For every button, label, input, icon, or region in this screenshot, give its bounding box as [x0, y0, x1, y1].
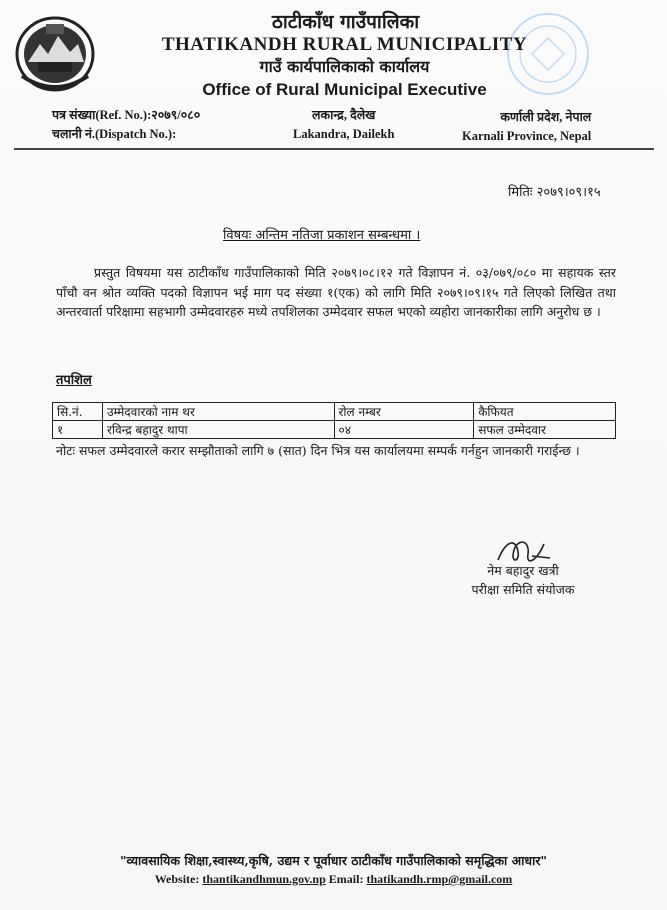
- header-candidate-name: उम्मेदवारको नाम थर: [102, 403, 334, 421]
- office-name-np: गाउँ कार्यपालिकाको कार्यालय: [259, 57, 430, 76]
- letter-date: मितिः २०७९।०९।१५: [508, 185, 601, 200]
- footer-contact: [0, 872, 667, 887]
- website-label: Website:: [154, 872, 200, 886]
- location-block: [293, 106, 394, 144]
- ref-number: पत्र संख्या(Ref. No.):२०७९/०८०: [52, 108, 201, 122]
- header-divider: [14, 148, 654, 150]
- email-label: Email:: [328, 872, 364, 886]
- reference-block: [52, 106, 200, 144]
- website-link[interactable]: thantikandhmun.gov.np: [202, 872, 326, 886]
- province-np: कर्णाली प्रदेश, नेपाल: [500, 110, 592, 124]
- cell-remarks: सफल उम्मेदवार: [474, 421, 616, 439]
- cell-candidate-name: रविन्द्र बहादुर थापा: [102, 421, 334, 439]
- header-roll-number: रोल नम्बर: [334, 403, 474, 421]
- cell-serial: १: [53, 421, 103, 439]
- letter-note: नोटः सफल उम्मेदवारले करार सम्झौताको लागि ७ (सात) दिन भित्र यस कार्यालयमा सम्पर्क गर्नहुन जानकारी गराईन्छ ।: [56, 443, 580, 458]
- table-row: [53, 421, 616, 439]
- letter-subject: विषयः अन्तिम नतिजा प्रकाशन सम्बन्धमा ।: [223, 228, 421, 243]
- details-heading: तपशिल: [56, 373, 92, 388]
- municipality-name-np: ठाटीकाँध गाउँपालिका: [271, 11, 420, 33]
- table-header-row: [53, 403, 616, 421]
- signature-block: [448, 532, 598, 600]
- email-link[interactable]: thatikandh.rmp@gmail.com: [366, 872, 513, 886]
- province-en: Karnali Province, Nepal: [462, 129, 592, 143]
- location-np: लकान्द्र, दैलेख: [312, 108, 376, 122]
- dispatch-number: चलानी नं.(Dispatch No.):: [52, 127, 177, 141]
- office-name-en: Office of Rural Municipal Executive: [202, 80, 487, 99]
- result-table: [52, 402, 616, 439]
- signatory-title: परीक्षा समिति संयोजक: [471, 582, 575, 597]
- letter-body: प्रस्तुत विषयमा यस ठाटीकाँध गाउँपालिकाको मिति २०७९।०८।१२ गते विज्ञापन नं. ०३/०७९/०८० मा सहायक स्तर पाँचौ वन श्रोत व्यक्ति पदको विज्ञापन भई माग पद संख्या १(एक) को लागि मिति २०७९।०९।१५ गते लिएको लिखित तथा अन्तरवार्ता परिक्षामा सहभागी उम्मेदवारहरु मध्ये तपशिलका उम्मेदवार सफल भएको व्यहोरा जानकारीका लागि अनुरोध छ ।: [56, 265, 616, 319]
- location-en: Lakandra, Dailekh: [293, 127, 395, 141]
- letterhead: [0, 10, 667, 102]
- signatory-name: नेम बहादुर खत्री: [487, 563, 559, 578]
- footer-motto: "व्यावसायिक शिक्षा,स्वास्थ्य,कृषि, उद्यम र पूर्वाधार ठाटीकाँध गाउँपालिकाको समृद्धिका आधार": [120, 853, 547, 868]
- header-serial: सि.नं.: [53, 403, 103, 421]
- cell-roll-number: ०४: [334, 421, 474, 439]
- municipality-name-en: THATIKANDH RURAL MUNICIPALITY: [161, 34, 528, 55]
- header-remarks: कैफियत: [474, 403, 616, 421]
- province-block: [462, 108, 591, 146]
